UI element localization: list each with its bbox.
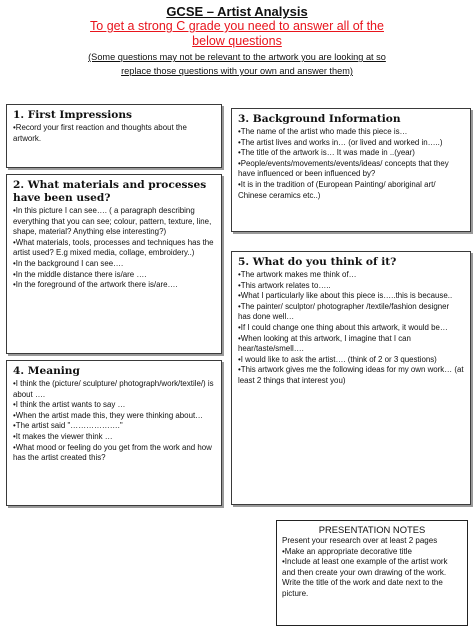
materials-title: 2. What materials and processes have been used? xyxy=(13,179,207,204)
note-line-1: (Some questions may not be relevant to the artwork you are looking at so xyxy=(88,52,386,62)
list-item: •In the middle distance there is/are …. xyxy=(13,269,147,279)
list-item: •The name of the artist who made this piece is… xyxy=(238,127,408,136)
list-item: •The artist lives and works in… (or lived and worked in…..) xyxy=(238,137,443,147)
first-impressions-list xyxy=(13,123,215,144)
meaning-list xyxy=(13,379,215,464)
list-item: •It is in the tradition of (European Painting/ aboriginal art/ Chinese ceramics etc..) xyxy=(238,179,436,200)
presentation-notes-title: PRESENTATION NOTES xyxy=(318,524,426,535)
list-item: •What mood or feeling do you get from the work and how has the artist created this? xyxy=(13,442,212,463)
materials-list xyxy=(13,206,215,291)
background-info-box xyxy=(231,108,471,232)
list-item: •In this picture I can see…. ( a paragraph describing everything that you can see; colour, pattern, texture, line, shape, material? Anything else interesting?) xyxy=(13,206,212,237)
materials-box xyxy=(6,174,222,354)
list-item: •It makes the viewer think … xyxy=(13,431,113,441)
opinion-list xyxy=(238,270,464,387)
list-item: •What materials, tools, processes and techniques has the artist used? E.g mixed media, collage, embroidery..) xyxy=(13,237,214,258)
background-info-title: 3. Background Information xyxy=(238,113,401,125)
subtitle-line-2: below questions xyxy=(192,34,282,48)
list-item: •People/events/movements/events/ideas/ concepts that they have influenced or been influenced by? xyxy=(238,158,449,179)
page-header xyxy=(0,4,474,77)
list-item: •I would like to ask the artist…. (think of 2 or 3 questions) xyxy=(238,354,437,364)
list-item: •Make an appropriate decorative title xyxy=(282,546,412,556)
list-item: •This artwork relates to….. xyxy=(238,280,331,290)
list-item: •In the background I can see…. xyxy=(13,258,124,268)
meaning-title: 4. Meaning xyxy=(13,365,80,377)
note-line-2: replace those questions with your own and answer them) xyxy=(121,66,353,76)
meaning-box xyxy=(6,360,222,506)
list-item: •I think the artist wants to say … xyxy=(13,400,126,410)
opinion-title: 5. What do you think of it? xyxy=(238,256,397,268)
list-item: •The painter/ sculptor/ photographer /textile/fashion designer has done well… xyxy=(238,301,450,322)
list-item: •When looking at this artwork, I imagine that I can hear/taste/smell…. xyxy=(238,333,411,354)
list-item: •If I could change one thing about this artwork, it would be… xyxy=(238,322,448,332)
list-item: •In the foreground of the artwork there is/are…. xyxy=(13,280,178,290)
presentation-notes-list xyxy=(282,547,462,600)
list-item: •Include at least one example of the artist work and then create your own drawing of the work. Write the title of the work and date next to the picture. xyxy=(282,557,448,598)
list-item: •The artwork makes me think of… xyxy=(238,270,357,279)
first-impressions-title: 1. First Impressions xyxy=(13,109,132,121)
list-item: •When the artist made this, they were thinking about… xyxy=(13,410,204,420)
list-item: •I think the (picture/ sculpture/ photograph/work/textile/) is about …. xyxy=(13,379,214,399)
background-info-list xyxy=(238,127,464,201)
subtitle-line-1: To get a strong C grade you need to answer all of the xyxy=(90,19,384,33)
list-item: •Record your first reaction and thoughts about the artwork. xyxy=(13,123,187,143)
list-item: •The title of the artwork is… It was made in ..(year) xyxy=(238,148,415,158)
first-impressions-box xyxy=(6,104,222,168)
opinion-box xyxy=(231,251,471,505)
presentation-notes-intro: Present your research over at least 2 pages xyxy=(282,536,438,545)
list-item: •The artist said "………………." xyxy=(13,421,123,431)
page-title: GCSE – Artist Analysis xyxy=(166,4,308,19)
list-item: •What I particularly like about this piece is…..this is because.. xyxy=(238,291,453,301)
presentation-notes-box xyxy=(276,520,468,626)
list-item: •This artwork gives me the following ideas for my own work… (at least 2 things that interest you) xyxy=(238,365,464,385)
